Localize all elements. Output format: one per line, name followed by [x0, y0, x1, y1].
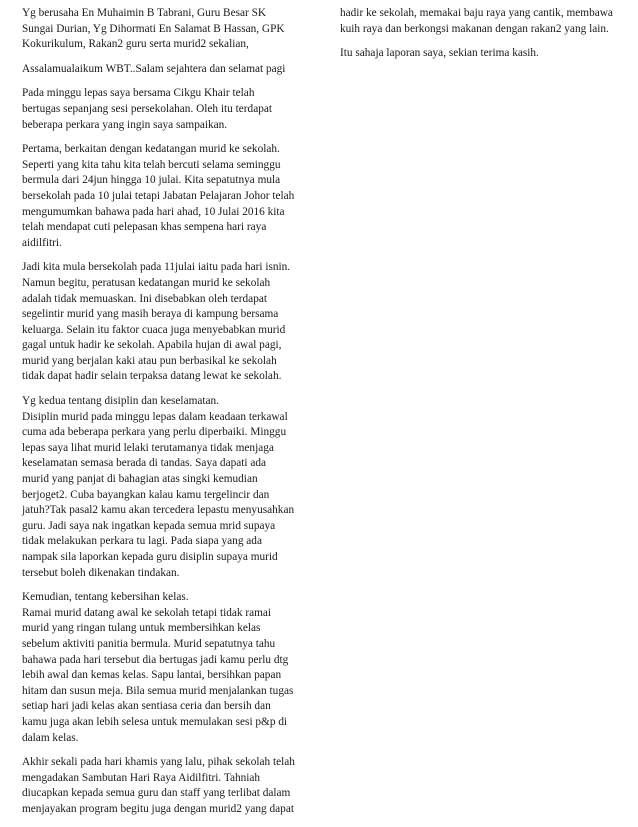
paragraph	[22, 260, 312, 385]
text-line: Seperti yang kita tahu kita telah bercuti selama seminggu	[22, 158, 281, 171]
text-line: hitam dan susun meja. Bila semua murid menjalankan tugas	[22, 684, 294, 697]
text-line: Yg berusaha En Muhaimin B Tabrani, Guru Besar SK	[22, 7, 267, 19]
paragraph	[340, 6, 622, 37]
text-line: Sungai Durian, Yg Dihormati En Salamat B Hassan, GPK	[22, 22, 285, 35]
text-line: Yg kedua tentang disiplin dan keselamatan.	[22, 395, 220, 408]
text-line: diucapkan kepada semua guru dan staff yang terlibat dalam	[22, 787, 291, 800]
text-line: Pertama, berkaitan dengan kedatangan murid ke sekolah.	[22, 143, 280, 156]
text-line: dalam kelas.	[22, 731, 79, 744]
text-line: Kemudian, tentang kebersihan kelas.	[22, 591, 189, 604]
paragraph	[340, 46, 622, 62]
text-line: beberapa perkara yang ingin saya sampaikan.	[22, 118, 228, 131]
text-line: lebih awal dan kemas kelas. Sapu lantai, bersihkan papan	[22, 669, 282, 682]
text-line: Itu sahaja laporan saya, sekian terima kasih.	[340, 47, 539, 60]
text-line: telah mendapat cuti pelepasan khas sempena hari raya	[22, 221, 267, 234]
right-text-column	[340, 6, 622, 71]
text-line: segelintir murid yang masih beraya di kampung bersama	[22, 308, 279, 321]
text-line: nampak sila laporkan kepada guru disiplin supaya murid	[22, 551, 278, 563]
left-text-column	[22, 6, 312, 827]
text-line: mengadakan Sambutan Hari Raya Aidilfitri. Tahniah	[22, 771, 261, 784]
text-line: aidilfitri.	[22, 236, 62, 249]
text-line: kamu juga akan lebih selesa untuk memulakan sesi p&p di	[22, 715, 288, 728]
paragraph	[22, 590, 312, 746]
text-line: murid yang berjalan kaki atau pun berbasikal ke sekolah	[22, 354, 277, 367]
text-line: lepas saya lihat murid lelaki terutamanya tidak menjaga	[22, 441, 274, 454]
text-line: tidak melakukan perkara tu lagi. Pada siapa yang ada	[22, 535, 262, 548]
text-line: gagal untuk hadir ke sekolah. Apabila hujan di awal pagi,	[22, 339, 282, 352]
paragraph	[22, 394, 312, 581]
text-line: tersebut boleh dikenakan tindakan.	[22, 566, 180, 579]
text-line: cuma ada beberapa perkara yang perlu diperbaiki. Minggu	[22, 426, 287, 439]
text-line: bertugas sepanjang sesi persekolahan. Oleh itu terdapat	[22, 102, 273, 115]
text-line: Akhir sekali pada hari khamis yang lalu, pihak sekolah telah	[22, 756, 295, 769]
text-line: berjoget2. Cuba bayangkan kalau kamu tergelincir dan	[22, 488, 270, 501]
text-line: Assalamualaikum WBT..Salam sejahtera dan selamat pagi	[22, 62, 286, 75]
paragraph	[22, 6, 312, 53]
text-line: Kokurikulum, Rakan2 guru serta murid2 sekalian,	[22, 38, 249, 51]
text-line: keselamatan semasa berada di tandas. Saya dapati ada	[22, 457, 267, 470]
text-line: menjayakan program begitu juga dengan murid2 yang dapat	[22, 802, 294, 815]
text-line: jatuh?Tak pasal2 kamu akan tercedera lepastu menyusahkan	[22, 504, 295, 517]
text-line: Jadi kita mula bersekolah pada 11julai iaitu pada hari isnin.	[22, 261, 291, 274]
text-line: sebelum aktiviti panitia bermula. Murid sepatutnya tahu	[22, 637, 276, 650]
text-line: kuih raya dan berkongsi makanan dengan rakan2 yang lain.	[340, 22, 609, 35]
text-line: mengumumkan bahawa pada hari ahad, 10 Julai 2016 kita	[22, 205, 285, 218]
text-line: Namun begitu, peratusan kedatangan murid ke sekolah	[22, 276, 271, 289]
text-line: bahawa pada hari tersebut dia bertugas jadi kamu perlu dtg	[22, 653, 289, 666]
paragraph	[22, 142, 312, 251]
text-line: Ramai murid datang awal ke sekolah tetapi tidak ramai	[22, 606, 272, 619]
text-line: murid yang panjat di bahagian atas singki kemudian	[22, 473, 258, 486]
paragraph	[22, 62, 312, 78]
text-line: tidak dapat hadir selain terpaksa datang lewat ke sekolah.	[22, 370, 282, 383]
text-line: hadir ke sekolah, memakai baju raya yang cantik, membawa	[340, 7, 613, 19]
text-line: setiap hari jadi kelas akan sentiasa ceria dan bersih dan	[22, 700, 271, 713]
text-line: keluarga. Selain itu faktor cuaca juga menyebabkan murid	[22, 323, 286, 336]
text-line: adalah tidak memuaskan. Ini disebabkan oleh terdapat	[22, 292, 267, 305]
text-line: guru. Jadi saya nak ingatkan kepada semua mrid supaya	[22, 519, 276, 532]
text-line: bermula dari 24jun hingga 10 julai. Kita sepatutnya mula	[22, 174, 281, 187]
text-line: Pada minggu lepas saya bersama Cikgu Khair telah	[22, 87, 255, 100]
paragraph	[22, 755, 312, 817]
text-line: Disiplin murid pada minggu lepas dalam keadaan terkawal	[22, 410, 288, 423]
text-line: bersekolah pada 10 julai tetapi Jabatan Pelajaran Johor telah	[22, 189, 295, 202]
paragraph	[22, 86, 312, 133]
text-line: murid yang ringan tulang untuk membersihkan kelas	[22, 622, 261, 635]
